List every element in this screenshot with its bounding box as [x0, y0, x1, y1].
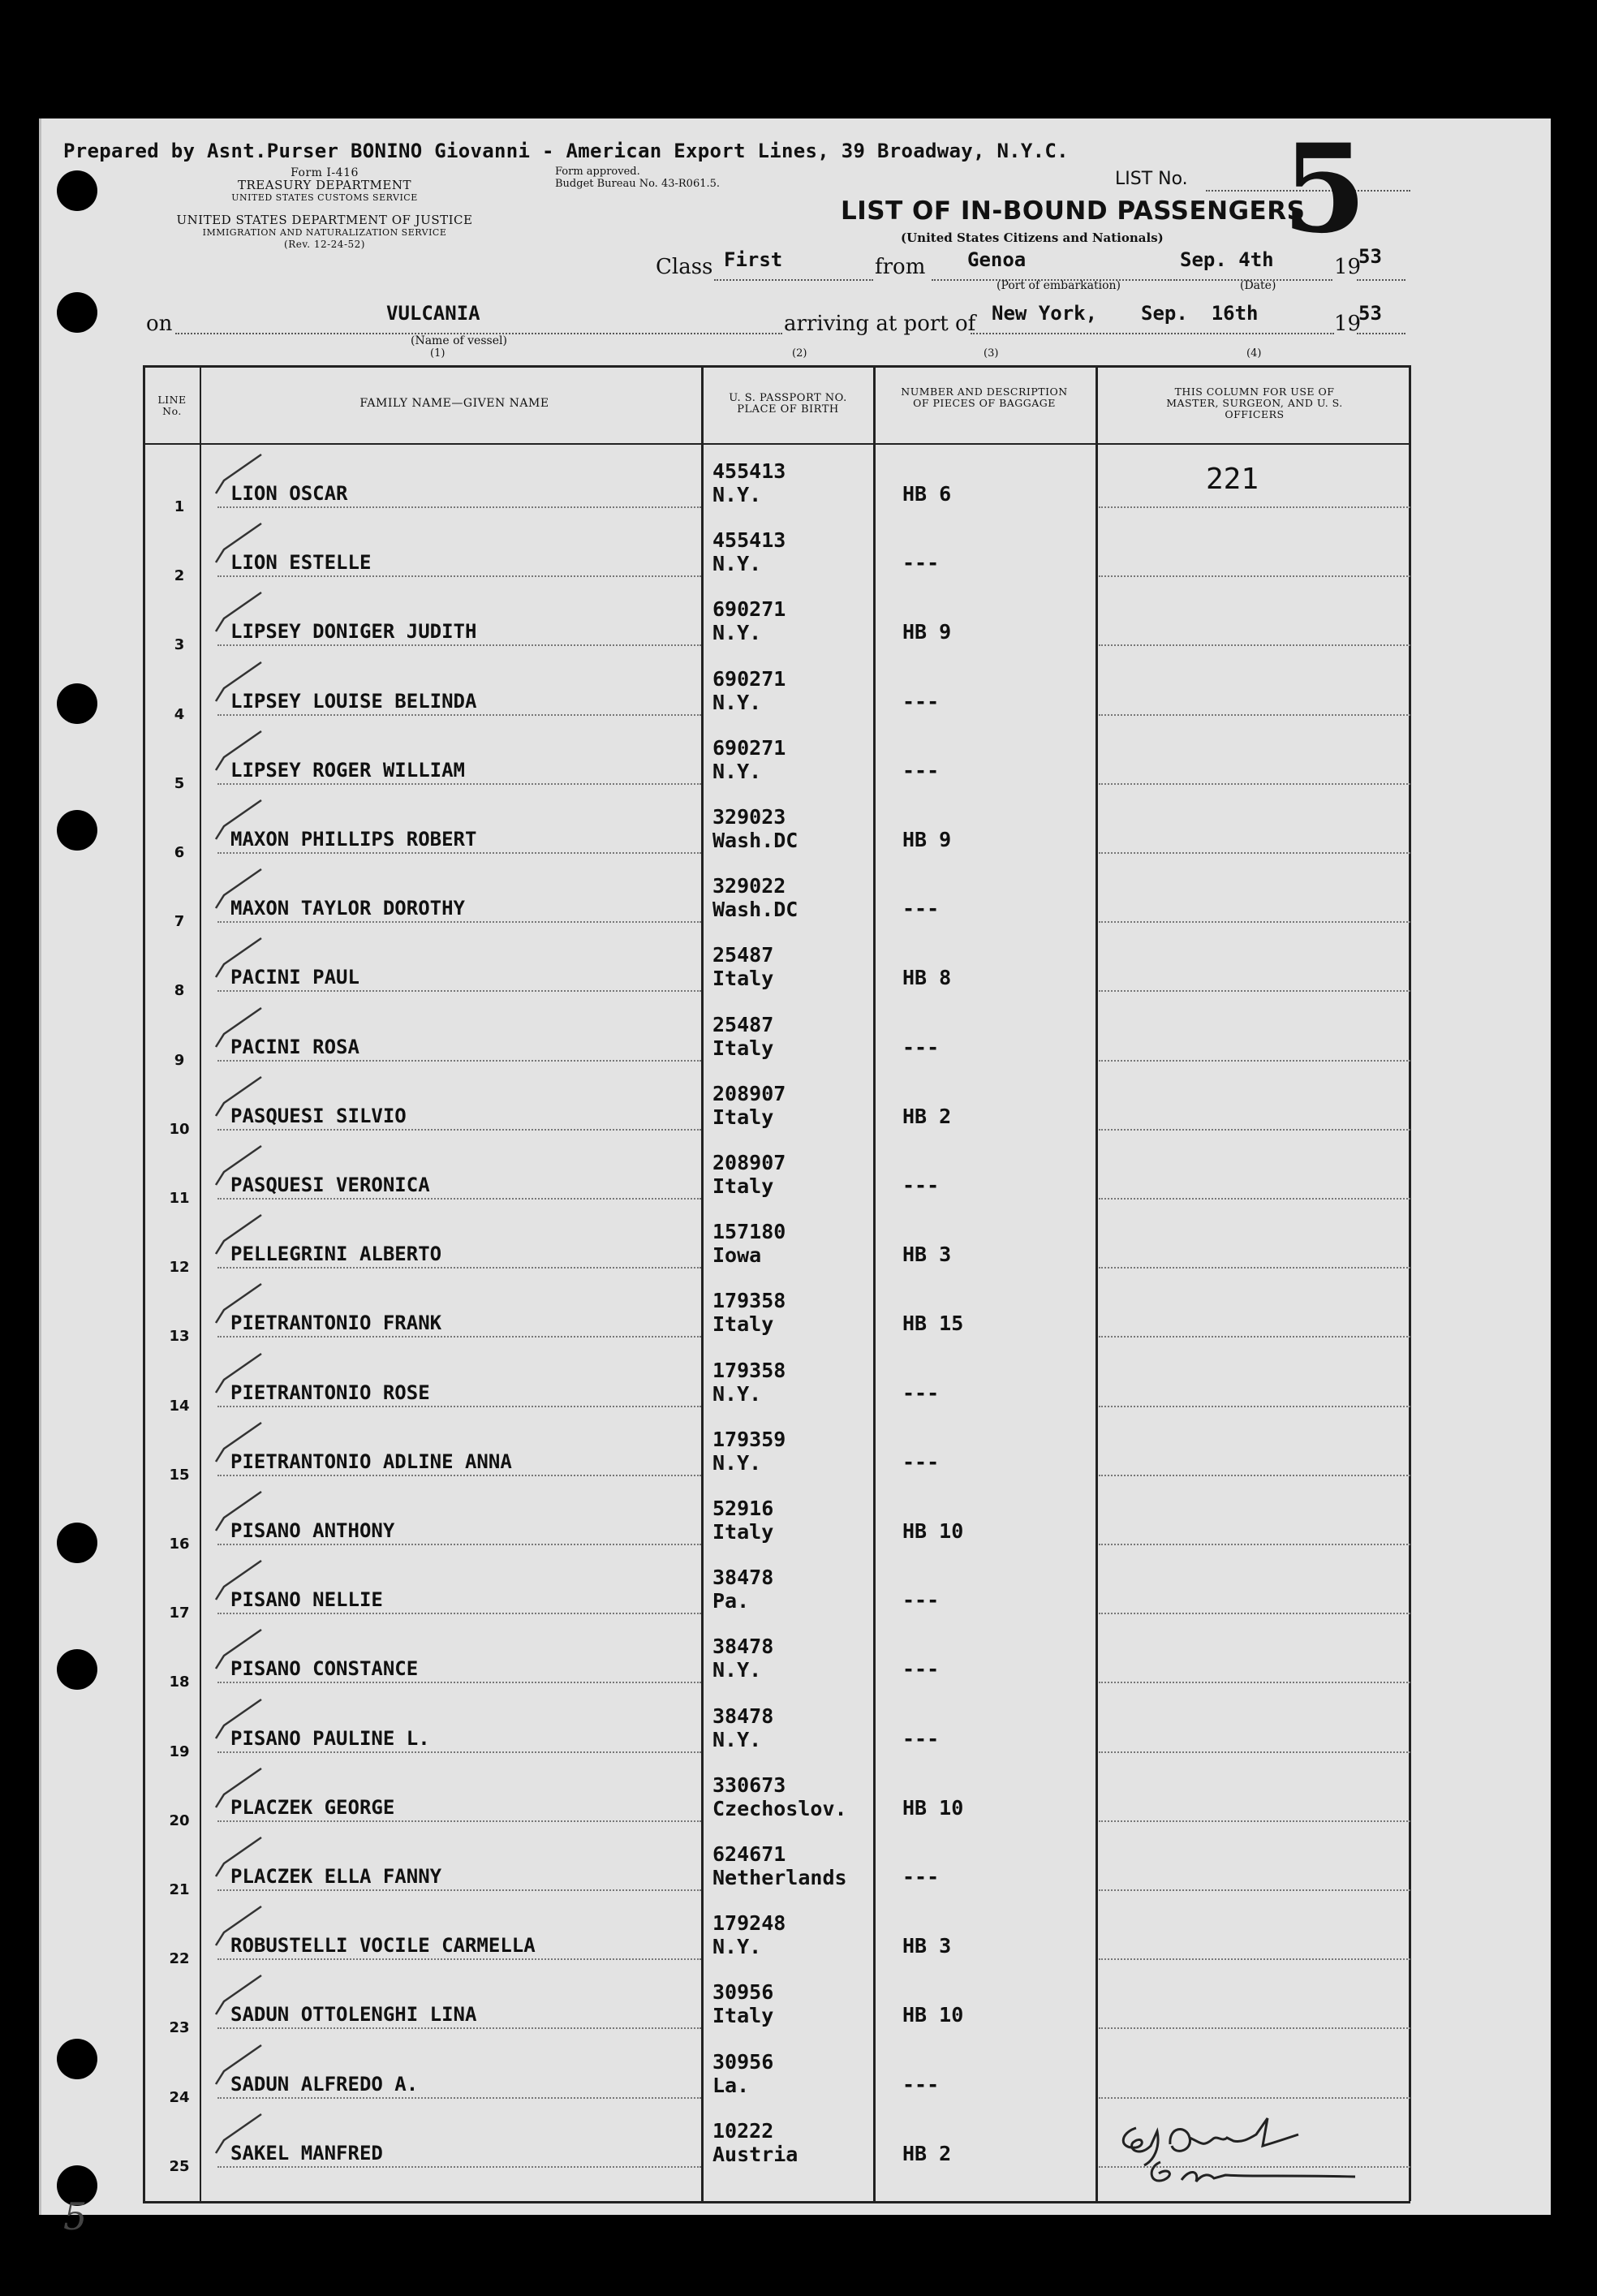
passport-number: 10222 [712, 2118, 774, 2143]
passenger-name: SADUN ALFREDO A. [230, 2072, 419, 2096]
line-number: 11 [169, 1190, 190, 1207]
passport-number: 330673 [712, 1773, 786, 1797]
row-rule [217, 714, 701, 716]
baggage-description: --- [902, 1588, 940, 1613]
row-rule [217, 1336, 701, 1338]
table-row [0, 1143, 1597, 1212]
passenger-name: LIPSEY LOUISE BELINDA [230, 689, 477, 713]
baggage-description: HB 2 [902, 2141, 952, 2165]
row-rule [1099, 506, 1410, 508]
year-rule-1 [1357, 279, 1405, 281]
passenger-name: PIETRANTONIO ROSE [230, 1381, 430, 1404]
baggage-description: --- [902, 758, 940, 782]
line-number: 9 [174, 1051, 185, 1069]
passport-number: 30956 [712, 1980, 774, 2005]
binder-hole [57, 292, 97, 333]
baggage-description: --- [902, 897, 940, 921]
row-rule [217, 1613, 701, 1614]
place-of-birth: N.Y. [712, 621, 762, 645]
line-number: 13 [169, 1328, 190, 1346]
passenger-name: SADUN OTTOLENGHI LINA [230, 2003, 477, 2027]
passenger-name: LIPSEY ROGER WILLIAM [230, 758, 465, 782]
passport-number: 329023 [712, 805, 786, 829]
check-mark-icon [213, 448, 269, 497]
vessel-name: VULCANIA [386, 302, 480, 325]
check-mark-icon [213, 1002, 269, 1050]
check-mark-icon [213, 1416, 269, 1465]
line-number: 6 [174, 844, 185, 861]
place-of-birth: N.Y. [712, 552, 762, 576]
baggage-description: --- [902, 1657, 940, 1682]
table-row [0, 1972, 1597, 2041]
from-label: from [875, 255, 926, 279]
place-of-birth: Iowa [712, 1243, 762, 1268]
passenger-name: ROBUSTELLI VOCILE CARMELLA [230, 1934, 536, 1958]
line-number: 21 [169, 1881, 190, 1898]
caption-3: (3) [984, 347, 999, 360]
passenger-name: LION OSCAR [230, 482, 348, 505]
check-mark-icon [213, 1831, 269, 1880]
check-mark-icon [213, 1969, 269, 2018]
justice-dept: UNITED STATES DEPARTMENT OF JUSTICE [176, 213, 473, 227]
row-rule [1099, 1060, 1410, 1062]
check-mark-icon [213, 586, 269, 635]
place-of-birth: Czechoslov. [712, 1796, 847, 1820]
list-no-label: LIST No. [1115, 169, 1188, 189]
line-number: 14 [169, 1397, 190, 1415]
row-rule [217, 852, 701, 854]
row-rule [1099, 1406, 1410, 1407]
table-row [0, 1765, 1597, 1834]
table-row [0, 866, 1597, 935]
line-number: 18 [169, 1674, 190, 1691]
table-row [0, 728, 1597, 797]
date-caption: (Date) [1240, 279, 1276, 292]
place-of-birth: N.Y. [712, 1381, 762, 1406]
arrival-port: New York, [992, 302, 1098, 325]
list-number: 5 [1282, 118, 1367, 261]
line-number: 2 [174, 567, 185, 585]
baggage-description: HB 9 [902, 828, 952, 851]
header-officers: THIS COLUMN FOR USE OF MASTER, SURGEON, AND U. S. OFFICERS [1166, 386, 1343, 420]
row-rule [1099, 714, 1410, 716]
place-of-birth: Italy [712, 1520, 774, 1544]
year-rule-2 [1357, 333, 1405, 334]
place-of-birth: N.Y. [712, 483, 762, 506]
row-rule [217, 921, 701, 923]
passenger-name: PACINI ROSA [230, 1035, 359, 1058]
class-value: First [724, 248, 783, 271]
passport-number: 208907 [712, 1151, 786, 1174]
row-rule [1099, 1751, 1410, 1753]
passenger-name: PISANO ANTHONY [230, 1519, 395, 1542]
row-rule [217, 1751, 701, 1753]
place-of-birth: Pa. [712, 1589, 750, 1613]
passport-number: 52916 [712, 1497, 774, 1520]
baggage-description: --- [902, 1381, 940, 1405]
line-number: 20 [169, 1811, 190, 1829]
table-top-border [143, 365, 1410, 368]
baggage-description: HB 10 [902, 2003, 964, 2027]
row-rule [1099, 921, 1410, 923]
place-of-birth: N.Y. [712, 1727, 762, 1751]
line-number: 3 [174, 636, 185, 654]
line-number: 19 [169, 1742, 190, 1760]
passport-number: 38478 [712, 1704, 774, 1728]
baggage-description: --- [902, 1174, 940, 1197]
row-rule [1099, 990, 1410, 992]
row-rule [217, 1544, 701, 1545]
table-row [0, 1488, 1597, 1557]
form-revision: (Rev. 12-24-52) [284, 239, 365, 250]
line-number: 8 [174, 982, 185, 1000]
year-suffix-1: 53 [1358, 245, 1382, 268]
page-title: LIST OF IN-BOUND PASSENGERS [841, 196, 1306, 226]
vessel-caption: (Name of vessel) [411, 334, 507, 347]
place-of-birth: Italy [712, 967, 774, 991]
check-mark-icon [213, 656, 269, 704]
year-suffix-2: 53 [1358, 302, 1382, 325]
year-prefix-1: 19 [1334, 255, 1362, 279]
passport-number: 157180 [712, 1220, 786, 1244]
row-rule [217, 1889, 701, 1891]
passenger-name: MAXON TAYLOR DOROTHY [230, 897, 465, 920]
place-of-birth: N.Y. [712, 759, 762, 783]
table-row [0, 2042, 1597, 2111]
check-mark-icon [213, 1485, 269, 1534]
passenger-name: LION ESTELLE [230, 551, 372, 575]
row-rule [1099, 1475, 1410, 1476]
passenger-name: PISANO NELLIE [230, 1588, 383, 1612]
baggage-description: HB 3 [902, 1243, 952, 1267]
check-mark-icon [213, 1762, 269, 1811]
check-mark-icon [213, 1277, 269, 1326]
page-mark: 5 [63, 2195, 88, 2238]
line-number: 12 [169, 1259, 190, 1277]
line-number: 1 [174, 498, 185, 515]
baggage-description: --- [902, 1726, 940, 1751]
arriving-label: arriving at port of [784, 312, 976, 336]
passenger-name: PISANO PAULINE L. [230, 1726, 430, 1750]
row-rule [1099, 1198, 1410, 1200]
line-number: 25 [169, 2157, 190, 2175]
row-rule [217, 1060, 701, 1062]
table-row [0, 589, 1597, 658]
row-rule [217, 1820, 701, 1822]
form-approved: Form approved. [555, 166, 640, 178]
row-rule [217, 575, 701, 577]
passport-number: 455413 [712, 528, 786, 553]
line-number: 4 [174, 705, 185, 723]
row-rule [217, 783, 701, 785]
check-mark-icon [213, 1208, 269, 1257]
baggage-description: HB 3 [902, 1934, 952, 1958]
place-of-birth: Wash.DC [712, 829, 798, 852]
line-number: 10 [169, 1120, 190, 1138]
line-number: 23 [169, 2019, 190, 2037]
row-rule [1099, 1267, 1410, 1269]
row-rule [1099, 783, 1410, 785]
table-row [0, 1696, 1597, 1765]
check-mark-icon [213, 1554, 269, 1603]
row-rule [1099, 1129, 1410, 1131]
passenger-name: PLACZEK ELLA FANNY [230, 1865, 442, 1888]
port-caption: (Port of embarkation) [997, 279, 1121, 292]
line-number: 15 [169, 1466, 190, 1484]
table-row [0, 1281, 1597, 1350]
place-of-birth: N.Y. [712, 1450, 762, 1475]
baggage-description: --- [902, 689, 940, 713]
passport-number: 329022 [712, 874, 786, 898]
passenger-name: PELLEGRINI ALBERTO [230, 1243, 442, 1266]
table-row [0, 1903, 1597, 1972]
table-header-border [143, 443, 1410, 445]
table-row [0, 935, 1597, 1004]
passport-number: 25487 [712, 943, 774, 967]
header-passport: U. S. PASSPORT NO. PLACE OF BIRTH [729, 392, 847, 416]
line-number: 16 [169, 1536, 190, 1553]
passport-number: 38478 [712, 1566, 774, 1590]
baggage-description: HB 2 [902, 1104, 952, 1128]
check-mark-icon [213, 2108, 269, 2156]
place-of-birth: Netherlands [712, 1866, 847, 1889]
passenger-name: PIETRANTONIO ADLINE ANNA [230, 1450, 512, 1473]
line-number: 17 [169, 1605, 190, 1622]
departure-date: Sep. 4th [1180, 248, 1274, 271]
row-rule [1099, 644, 1410, 646]
passport-number: 455413 [712, 459, 786, 483]
baggage-description: HB 10 [902, 1795, 964, 1820]
passenger-name: PASQUESI SILVIO [230, 1104, 407, 1127]
passport-number: 179359 [712, 1427, 786, 1451]
place-of-birth: Italy [712, 1036, 774, 1060]
row-rule [217, 1129, 701, 1131]
line-number: 7 [174, 913, 185, 931]
ins-service: IMMIGRATION AND NATURALIZATION SERVICE [202, 227, 447, 238]
check-mark-icon [213, 517, 269, 566]
header-name: FAMILY NAME—GIVEN NAME [359, 397, 549, 410]
arrival-date: Sep. 16th [1141, 302, 1259, 325]
binder-hole [57, 170, 97, 211]
table-row [0, 1074, 1597, 1143]
caption-4: (4) [1246, 347, 1262, 360]
check-mark-icon [213, 1900, 269, 1949]
row-rule [217, 1682, 701, 1683]
officer-signature [1112, 2110, 1371, 2199]
table-row [0, 1005, 1597, 1074]
row-rule [217, 506, 701, 508]
class-label: Class [656, 255, 713, 279]
passport-number: 30956 [712, 2049, 774, 2074]
justice-block [138, 214, 511, 251]
header-line-no: LINE No. [157, 394, 187, 417]
place-of-birth: N.Y. [712, 1658, 762, 1682]
check-mark-icon [213, 1693, 269, 1742]
header-baggage: NUMBER AND DESCRIPTION OF PIECES OF BAGGAGE [901, 386, 1068, 409]
baggage-description: HB 8 [902, 966, 952, 990]
place-of-birth: N.Y. [712, 1935, 762, 1959]
baggage-description: --- [902, 1865, 940, 1889]
passport-number: 690271 [712, 597, 786, 622]
row-rule [1099, 1682, 1410, 1683]
passenger-name: MAXON PHILLIPS ROBERT [230, 828, 477, 851]
row-rule [217, 1198, 701, 1200]
row-rule [1099, 2097, 1410, 2099]
passport-number: 25487 [712, 1012, 774, 1036]
passenger-name: PIETRANTONIO FRANK [230, 1312, 442, 1335]
row-rule [217, 990, 701, 992]
form-block [179, 167, 471, 204]
row-rule [217, 1406, 701, 1407]
baggage-description: --- [902, 551, 940, 575]
place-of-birth: Italy [712, 1312, 774, 1337]
row-rule [1099, 1336, 1410, 1338]
class-rule [714, 279, 873, 281]
place-of-birth: Italy [712, 1105, 774, 1129]
passenger-name: LIPSEY DONIGER JUDITH [230, 620, 477, 644]
baggage-description: HB 15 [902, 1312, 964, 1336]
on-label: on [146, 312, 173, 336]
table-row [0, 520, 1597, 589]
passport-number: 624671 [712, 1842, 786, 1866]
check-mark-icon [213, 794, 269, 842]
customs-service: UNITED STATES CUSTOMS SERVICE [231, 192, 418, 203]
row-rule [217, 2166, 701, 2168]
table-row [0, 797, 1597, 866]
caption-2: (2) [792, 347, 807, 360]
baggage-description: --- [902, 2072, 940, 2096]
passenger-name: SAKEL MANFRED [230, 2141, 383, 2165]
place-of-birth: Italy [712, 2004, 774, 2028]
form-number: Form I-416 [291, 166, 359, 179]
row-rule [1099, 575, 1410, 577]
check-mark-icon [213, 1347, 269, 1396]
row-rule [1099, 1958, 1410, 1960]
page-subtitle: (United States Citizens and Nationals) [901, 230, 1164, 245]
place-of-birth: Italy [712, 1174, 774, 1198]
passport-number: 690271 [712, 735, 786, 760]
row-rule [1099, 1613, 1410, 1614]
year-prefix-2: 19 [1334, 312, 1362, 336]
baggage-description: --- [902, 1450, 940, 1474]
budget-bureau: Budget Bureau No. 43-R061.5. [555, 178, 721, 190]
approval-block [555, 166, 720, 190]
line-number: 24 [169, 2088, 190, 2106]
passport-number: 690271 [712, 666, 786, 691]
passenger-name: PLACZEK GEORGE [230, 1795, 395, 1819]
passenger-name: PASQUESI VERONICA [230, 1174, 430, 1196]
officer-note: 221 [1206, 463, 1259, 496]
check-mark-icon [213, 932, 269, 980]
arrival-rule [971, 333, 1334, 334]
caption-1: (1) [430, 347, 446, 360]
check-mark-icon [213, 725, 269, 773]
passport-number: 38478 [712, 1635, 774, 1659]
line-number: 5 [174, 774, 185, 792]
row-rule [1099, 852, 1410, 854]
row-rule [217, 1475, 701, 1476]
passport-number: 179358 [712, 1358, 786, 1382]
row-rule [217, 644, 701, 646]
table-row [0, 1834, 1597, 1903]
place-of-birth: Wash.DC [712, 898, 798, 922]
passenger-name: PACINI PAUL [230, 966, 359, 989]
row-rule [217, 1958, 701, 1960]
baggage-description: HB 9 [902, 620, 952, 644]
check-mark-icon [213, 1139, 269, 1188]
baggage-description: HB 10 [902, 1519, 964, 1543]
table-row [0, 451, 1597, 520]
table-row [0, 1419, 1597, 1488]
check-mark-icon [213, 1623, 269, 1672]
passport-number: 208907 [712, 1081, 786, 1105]
treasury-dept: TREASURY DEPARTMENT [238, 178, 411, 192]
table-row [0, 1557, 1597, 1626]
row-rule [217, 2027, 701, 2029]
line-number: 22 [169, 1950, 190, 1968]
row-rule [217, 2097, 701, 2099]
prepared-by-line: Prepared by Asnt.Purser BONINO Giovanni - American Export Lines, 39 Broadway, N.Y.C. [63, 140, 1069, 162]
row-rule [1099, 1820, 1410, 1822]
table-row [0, 659, 1597, 728]
place-of-birth: N.Y. [712, 690, 762, 714]
place-of-birth: Austria [712, 2142, 798, 2166]
place-of-birth: La. [712, 2073, 750, 2097]
table-row [0, 1350, 1597, 1419]
baggage-description: HB 6 [902, 482, 952, 506]
embark-port: Genoa [967, 248, 1027, 271]
check-mark-icon [213, 1070, 269, 1119]
passport-number: 179248 [712, 1911, 786, 1936]
passenger-name: PISANO CONSTANCE [230, 1657, 419, 1681]
check-mark-icon [213, 2039, 269, 2087]
table-row [0, 1212, 1597, 1281]
row-rule [1099, 1889, 1410, 1891]
row-rule [1099, 1544, 1410, 1545]
table-row [0, 1626, 1597, 1695]
passport-number: 179358 [712, 1289, 786, 1313]
row-rule [1099, 2027, 1410, 2029]
check-mark-icon [213, 863, 269, 911]
baggage-description: --- [902, 1035, 940, 1059]
table-bottom-border [143, 2201, 1410, 2203]
row-rule [217, 1267, 701, 1269]
